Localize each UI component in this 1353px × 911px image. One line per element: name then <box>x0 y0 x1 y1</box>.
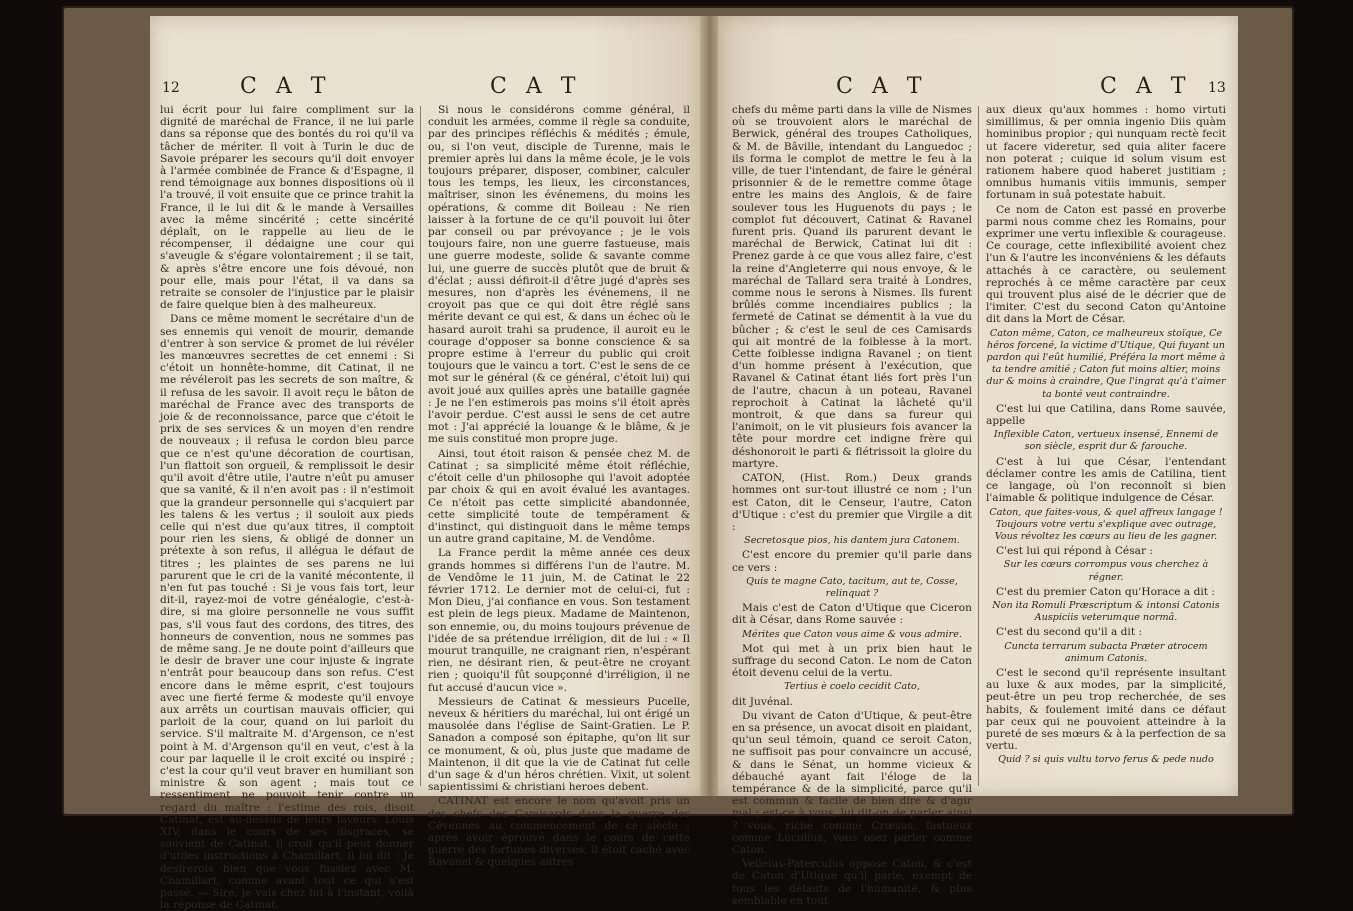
paragraph: Du vivant de Caton d'Utique, & peut-être en sa présence, un avocat disoit en plaidant, qu'un seul témoin, quand ce seroit Caton, ne suffisoit pas pour convaincre un accusé, & dans le Sénat, un homme vicieux & débauché ayant fait l'éloge de la tempérance & de la simplicité, parce qu'il est commun & facile de bien dire & d'agir mal ; est-ce à vous, lui dit-on de parler ainsi ? vous, riche comme Crœsus, fastueux comme Lucullus, vous osez parler comme Caton. <box>732 709 972 856</box>
paragraph: Mot qui met à un prix bien haut le suffrage du second Caton. Le nom de Caton étoit devenu celui de la vertu. <box>732 642 972 680</box>
verse-quote: Tertius è coelo cecidit Cato, <box>784 681 920 693</box>
column-divider <box>978 106 979 786</box>
verse-quote: Secretosque pios, his dantem jura Catonem. <box>744 535 960 547</box>
running-header: C A T <box>836 74 928 99</box>
verse-quote: Cuncta terrarum subacta Præter atrocem animum Catonis. <box>1004 640 1208 664</box>
verse-quote: Caton, que faites-vous, & quel affreux langage ! Toujours votre vertu s'explique avec outrage, Vous révoltez les cœurs au lieu de les gagner. <box>989 506 1223 542</box>
right-page <box>718 16 1238 907</box>
running-header: C A T <box>1100 74 1192 99</box>
paragraph: Ce nom de Caton est passé en proverbe parmi nous comme chez les Romains, pour exprimer une vertu inflexible & courageuse. Ce courage, cette inflexibilité avoient chez l'un & l'autre les inconvéniens & les défauts attachés à ce caractère, ou seulement reprochés à ce même caractère par ceux qui trouvent plus aisé de le décrier que de l'imiter. C'est du second Caton qu'Antoine dit dans la Mort de César. <box>986 203 1226 326</box>
paragraph: C'est du second qu'il a dit : <box>996 626 1143 639</box>
verse-quote: Mérites que Caton vous aime & vous admire. <box>742 628 962 640</box>
paragraph: aux dieux qu'aux hommes : homo virtuti simillimus, & per omnia ingenio Diis quàm hominibus propior ; qui nunquam rectè fecit ut facere videretur, sed quia aliter facere non poterat ; cuique id solum visum est rationem habere quod haberet justitiam ; omnibus humanis vitiis immunis, semper fortunam in suâ potestate habuit. <box>986 104 1226 202</box>
paragraph: C'est lui que Catilina, dans Rome sauvée, appelle <box>986 402 1226 428</box>
verse-quote: Quid ? si quis vultu torvo ferus & pede nudo <box>998 754 1214 766</box>
paragraph: Si nous le considérons comme général, il conduit les armées, comme il règle sa conduite, par des principes réfléchis & médités ; émule, ou, si l'on veut, disciple de Turenne, mais le premier après lui dans la même école, je le vois toujours préparer, disposer, combiner, calculer tous les temps, les lieux, les circonstances, maîtriser, sinon les événemens, du moins les opérations, & comme dit Boileau : Ne rien laisser à la fortune de ce qu'il pouvoit lui ôter par conseil ou par prévoyance ; je le vois toujours faire, non une guerre fastueuse, mais une guerre modeste, solide & savante comme lui, une guerre de succès plutôt que de bruit & d'éclat ; aussi défiroit-il d'être jugé d'après ses mesures, non d'après les événemens, il ne croyoit pas que ce qui doit être réglé sans mérite devant ce qui est, & dans un échec où le hasard auroit trahi sa prudence, il auroit eu le courage d'opposer sa bonne conscience & sa propre estime à l'erreur du public qui croit toujours que le vaincu a tort. C'est le sens de ce mot sur le général (& ce général, c'étoit lui) qui avoit joué aux quilles après une bataille gagnée : Je ne l'en estimerois pas moins s'il étoit après l'avoir perdue. C'est aussi le sens de cet autre mot : J'ai apprécié la louange & le blâme, & je me suis constitué mon propre juge. <box>428 104 690 446</box>
verse-quote: Inflexible Caton, vertueux insensé, Ennemi de son siècle, esprit dur & farouche. <box>993 429 1219 453</box>
paragraph: Mais c'est de Caton d'Utique que Ciceron dit à César, dans Rome sauvée : <box>732 602 972 627</box>
running-header: C A T <box>490 74 582 99</box>
paragraph: C'est encore du premier qu'il parle dans ce vers : <box>732 549 972 574</box>
paragraph: C'est à lui que César, l'entendant déclamer contre les amis de Catilina, tient ce langage, où l'on reconnoît si bien l'aimable & politique indulgence de César. <box>986 455 1226 505</box>
paragraph: Dans ce même moment le secrétaire d'un de ses ennemis qui venoit de mourir, demande d'entrer à son service & promet de lui révéler les manœuvres secrettes de cet ennemi : Si c'étoit un honnête-homme, dit Catinat, il ne me révéleroit pas les secrets de son maître, & il refusa de les savoir. Il avoit reçu le bâton de maréchal de France avec des transports de joie & de reconnoissance, parce que c'étoit le prix de ses services & un moyen d'en rendre de nouveaux ; il refusa le cordon bleu parce que ce n'est qu'une décoration de courtisan, l'un flattoit son orgueil, & remplissoit le desir qu'il avoit d'être utile, l'autre n'eût pu amuser que sa vanité, & il n'en avoit pas : il n'estimoit que la grandeur personnelle qui s'acquiert par les talens & les vertus ; il souloit aux pieds celle qui n'est due qu'aux titres, il comptoit pour rien les siens, & obligé de donner un prétexte à son refus, il allégua le défaut de titres ; les plaintes de ses parens ne lui parurent que le cri de la vanité mécontente, il n'en fut pas touché : Si je vous fais tort, leur dit-il, rayez-moi de votre généalogie, c'est-à-dire, si ma gloire personnelle ne vous suffit pas, s'il vous faut des cordons, des titres, des honneurs de convention, nous ne sommes pas de même sang. Je ne doute point d'ailleurs que le desir de braver une cour injuste & ingrate n'entrât pour beaucoup dans son refus. C'est encore dans le même esprit, c'est toujours avec une fierté ferme & modeste qu'il envoye aux arrêts un courtisan mauvais officier, qui parloit de la cour, quand on lui parloit du service. S'il maltraite M. d'Argenson, ce n'est point à M. d'Argenson qu'il en veut, c'est à la cour par laquelle il le croit excité ou inspiré ; c'est la cour qu'il veut braver en humiliant son ministre & son agent ; mais tout ce ressentiment ne pouvoit tenir contre un regard du maître : l'estime des rois, disoit Catinat, est au-dessus de leurs faveurs. Louis XIV, dans le cours de ses disgraces, se souvient de Catinat, il croit qu'il peut donner d'utiles instructions à Chamillart, il lui dit : Je desirerois bien que vous fussiez avec M. Chamillart, comme avant tout ce qui s'est passé. — Sire, je vais chez lui à l'instant, voilà la réponse de Catinat. <box>160 313 414 911</box>
paragraph: CATON, (Hist. Rom.) Deux grands hommes ont sur-tout illustré ce nom ; l'un est Caton, dit le Censeur, l'autre, Caton d'Utique : c'est du premier que Virgile a dit : <box>732 472 972 533</box>
paragraph: La France perdit la même année ces deux grands hommes si différens l'un de l'autre. M. de Vendôme le 11 juin, M. de Catinat le 22 février 1712. Le dernier mot de celui-ci, fut : Mon Dieu, j'ai confiance en vous. Son testament est plein de legs pieux. Madame de Maintenon, son ennemie, ou, du moins toujours prévenue de l'idée de sa prétendue irréligion, dit de lui : « Il mourut tranquille, ne craignant rien, n'espérant rien, ne désirant rien, & peut-être ne croyant rien ; quoiqu'il fût soupçonné d'irréligion, il ne fut accusé d'aucun vice ». <box>428 547 690 694</box>
paragraph: Velleius-Paterculus oppose Caton, & c'est de Caton d'Utique qu'il parle, exempt de tous les défauts de l'humanité, & plus semblable en tout <box>732 858 972 907</box>
page-number: 12 <box>162 80 180 96</box>
text-column-2 <box>986 104 1226 794</box>
paragraph: C'est lui qui répond à César : <box>996 545 1153 558</box>
left-page <box>150 16 702 911</box>
verse-quote: Caton même, Caton, ce malheureux stoïque, Ce héros forcené, la victime d'Utique, Qui fuyant un pardon qui l'eût humilié, Préféra la mort même à ta tendre amitié ; Caton fut moins altier, moins dur & moins à craindre, Que l'ingrat qu'à t'aimer ta bonté veut contraindre. <box>986 327 1226 400</box>
paragraph: Messieurs de Catinat & messieurs Pucelle, neveux & héritiers du maréchal, lui ont érigé un mausolée dans l'église de Saint-Gratien. Le P. Sanadon a composé son épitaphe, qu'on lit sur ce monument, & où, plus juste que madame de Maintenon, il dit que la vie de Catinat fut celle d'un sage & d'un héros chrétien. Vixit, ut solent sapientissimi & christiani heroes debent. <box>428 695 690 794</box>
paragraph: CATINAT est encore le nom qu'avoit pris un des chefs des Camisards dans la guerre des Cévennes au commencement de ce siècle ; après avoir éprouvé dans le cours de cette guerre des fortunes diverses, il étoit caché avec Ravanel & quelques autres <box>428 795 690 869</box>
page-number: 13 <box>1208 80 1226 96</box>
column-divider <box>420 106 421 786</box>
verse-quote: Quis te magne Cato, tacitum, aut te, Cosse, relinquat ? <box>746 575 958 599</box>
paragraph: C'est du premier Caton qu'Horace a dit : <box>996 585 1215 598</box>
text-column-2 <box>428 104 690 869</box>
text-column-1 <box>732 104 972 907</box>
paragraph: dit Juvénal. <box>732 695 794 708</box>
verse-quote: Non ita Romuli Præscriptum & intonsi Catonis Auspiciis veterumque normâ. <box>992 599 1220 624</box>
paragraph: C'est le second qu'il représente insultant au luxe & aux modes, par la simplicité, peut-être un peu trop recherchée, de ses habits, & foulement imité dans ce défaut par ceux qui ne pouvoient atteindre à la pureté de ses mœurs & à la perfection de sa vertu. <box>986 666 1226 753</box>
paragraph: lui écrit pour lui faire compliment sur la dignité de maréchal de France, il ne lui parle dans sa réponse que des bontés du roi qu'il va tâcher de mériter. Il voit à Turin le duc de Savoie préparer les secours qu'il doit envoyer à l'armée combinée de France & d'Espagne, il rend témoignage aux bonnes dispositions où il l'a trouvé, il voit ensuite que ce prince trahit la France, il le lui dit & le mande à Versailles avec la même sincérité ; cette sincérité déplaît, on le rappelle au lieu de le récompenser, il dédaigne une cour qui s'aveugle & s'égare volontairement ; il se tait, & après s'être encore une fois dévoué, non pour elle, mais pour l'état, il va dans sa retraite se consoler de l'injustice par le plaisir de faire quelque bien à des malheureux. <box>160 104 414 312</box>
paragraph: chefs du même parti dans la ville de Nismes où se trouvoient alors le maréchal de Berwick, général des troupes Catholiques, & M. de Bâville, intendant du Languedoc ; ils forma le complot de mettre le feu à la ville, de tuer l'intendant, de faire le général prisonnier & de le remettre comme ôtage entre les mains des Anglois, & de faire soulever tous les Huguenots du pays ; le complot fut découvert, Catinat & Ravanel furent pris. Quand ils parurent devant le maréchal de Berwick, Catinat lui dit : Prenez garde à ce que vous allez faire, c'est la reine d'Angleterre qui nous envoye, & le maréchal de Tallard sera traité à Londres, comme nous le serons à Nismes. Ils furent brûlés comme incendiaires publics ; la fermeté de Catinat se démentit à la vue du bûcher ; & c'est le seul de ces Camisards qui ait montré de la foiblesse à la mort. Cette foiblesse indigna Ravanel ; on tient d'un homme présent à l'exécution, que Ravanel & Catinat étant liés fort près l'un de l'autre, chacun à un poteau, Ravanel reprochoit à Catinat la lâcheté qu'il montroit, & que dans sa fureur qui l'animoit, on le vit plusieurs fois avancer la tête pour mordre cet indigne frère qui déshonoroit le parti & flétrissoit la gloire du martyre. <box>732 104 972 470</box>
text-column-1 <box>160 104 414 911</box>
book-gutter <box>700 16 720 796</box>
running-header: C A T <box>240 74 332 99</box>
paragraph: Ainsi, tout étoit raison & pensée chez M. de Catinat ; sa simplicité même étoit réfléchie, c'étoit celle d'un philosophe qui l'avoit adoptée par choix & qui en avoit évalué les avantages. Ce n'étoit pas cette simplicité abandonnée, cette simplicité toute de tempérament & d'instinct, qui distinguoit dans le même temps un autre grand capitaine, M. de Vendôme. <box>428 447 690 546</box>
verse-quote: Sur les cœurs corrompus vous cherchez à régner. <box>1003 559 1209 583</box>
